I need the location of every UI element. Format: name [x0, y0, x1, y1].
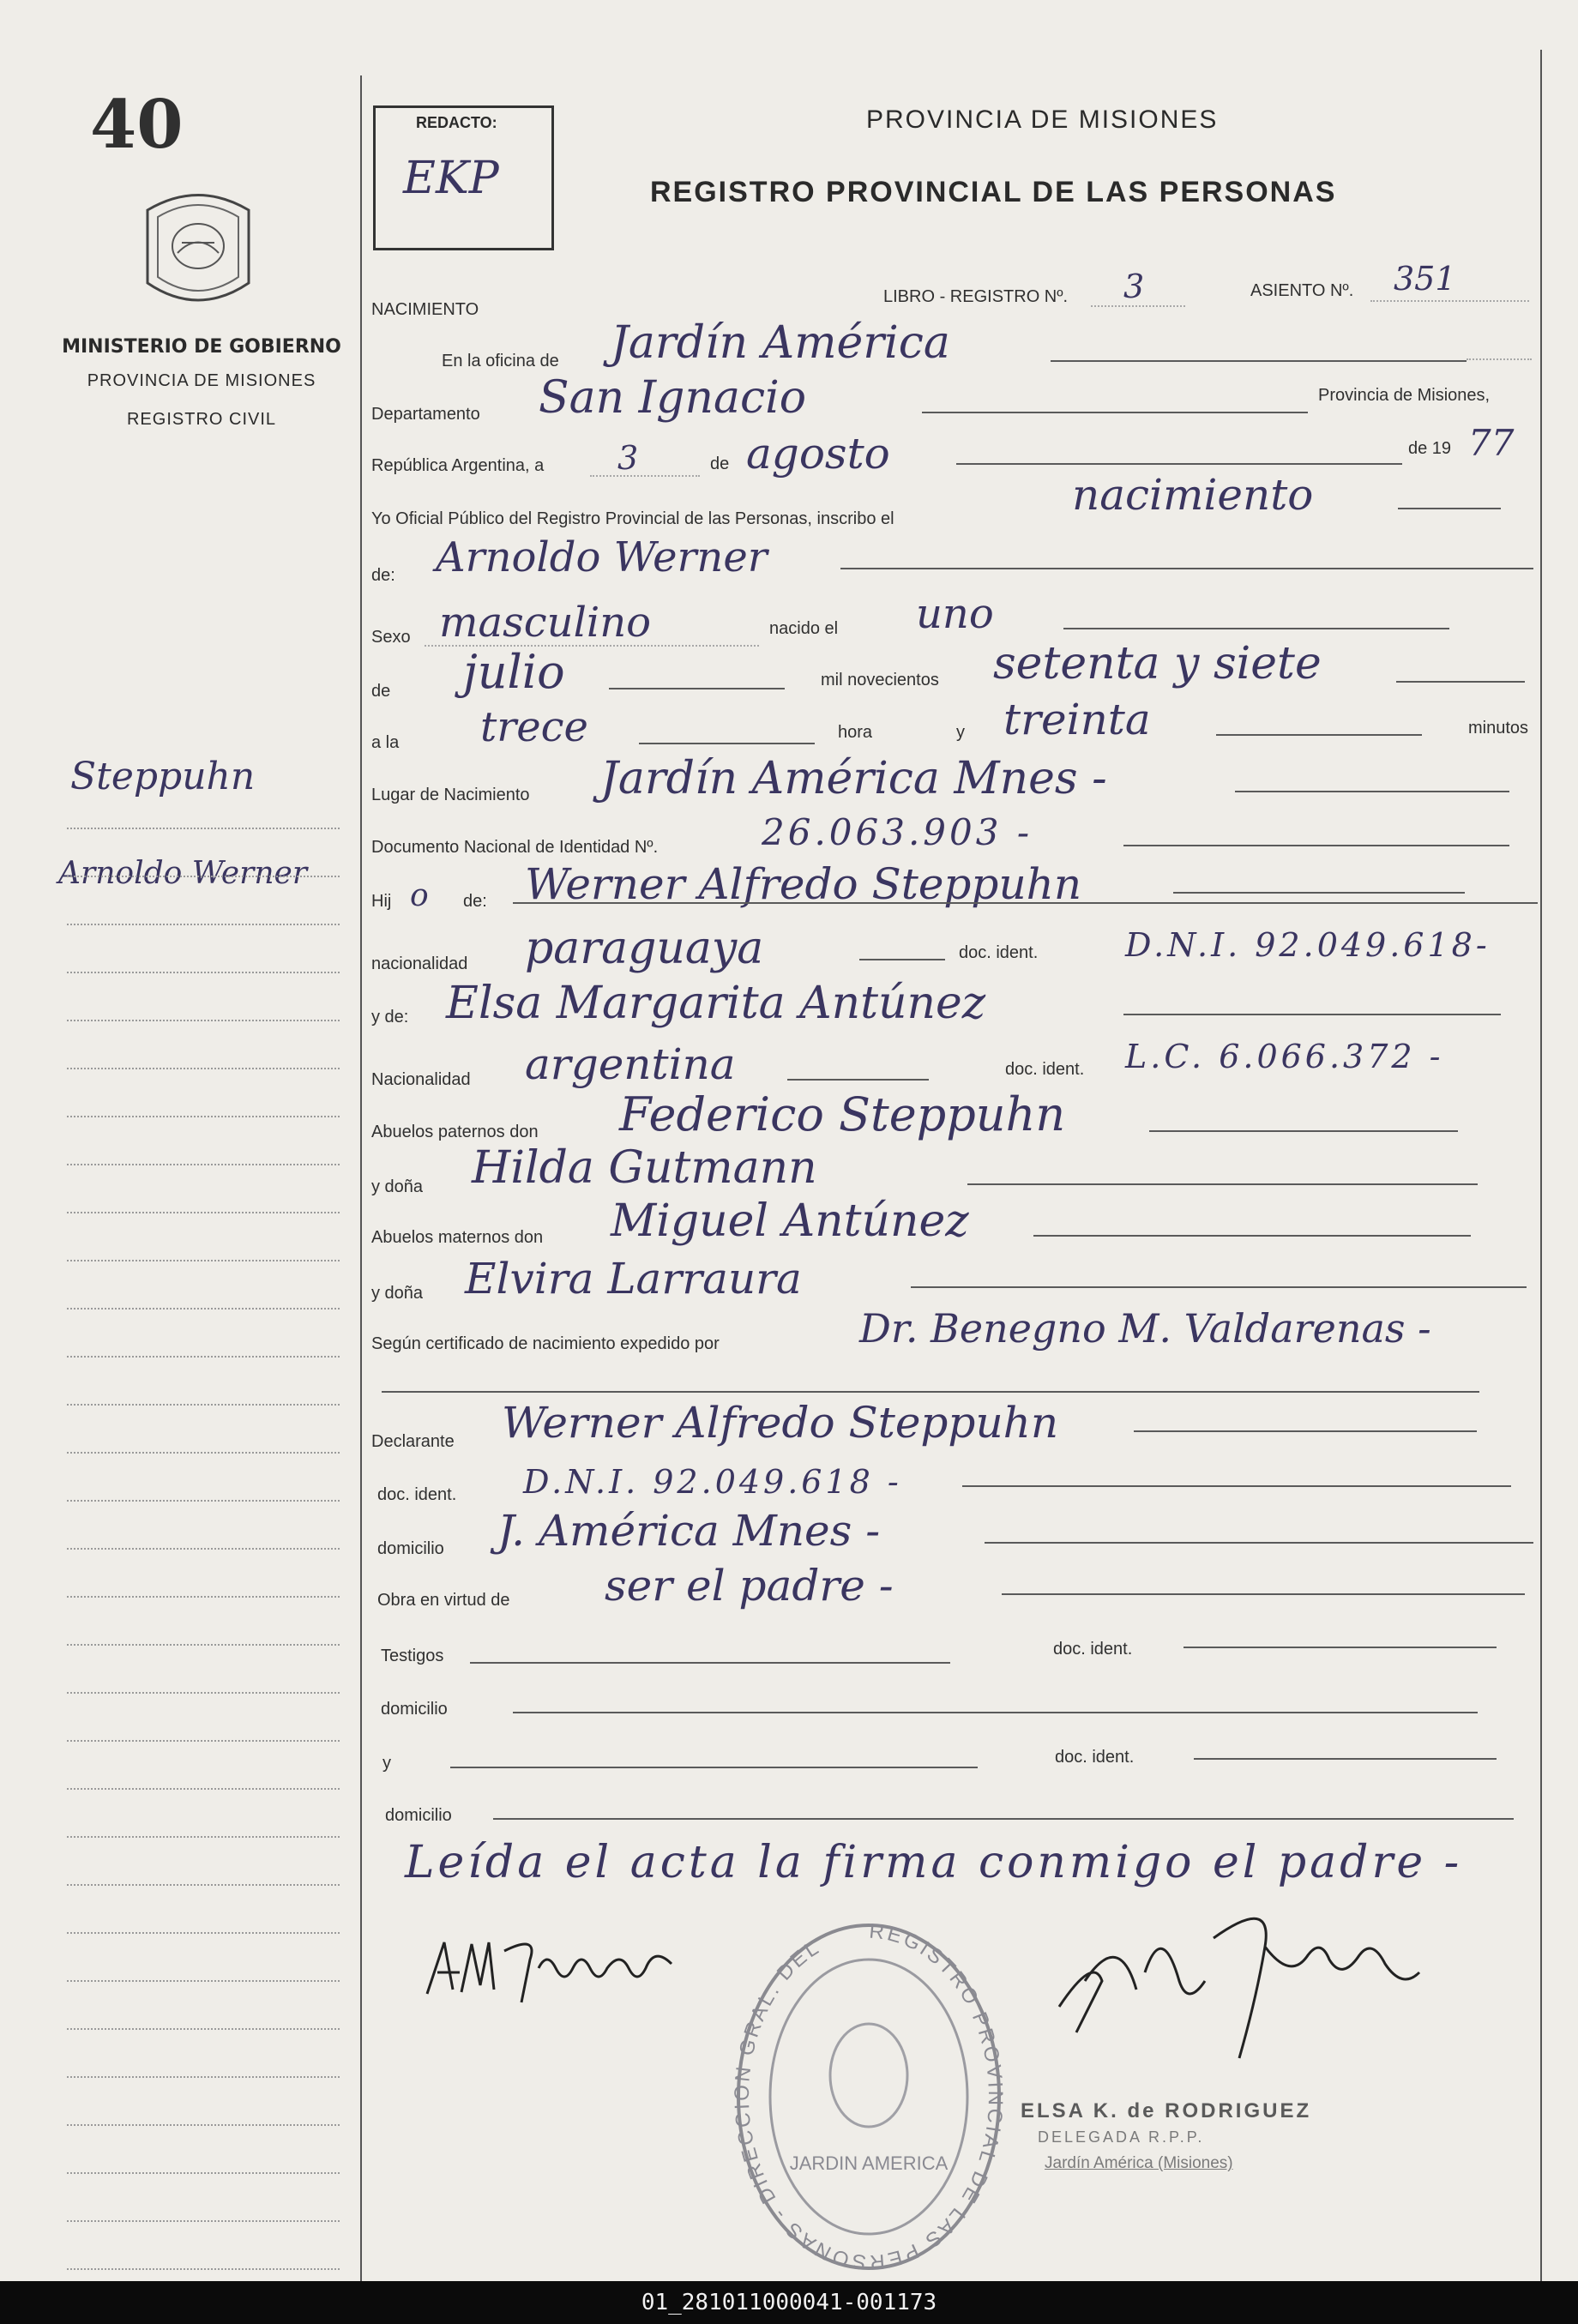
margin-ruled-line: [67, 924, 340, 925]
nacionalidad-madre-label: Nacionalidad: [371, 1070, 471, 1089]
abuelos-paternos-label: Abuelos paternos don: [371, 1123, 539, 1141]
mil-novecientos-label: mil novecientos: [821, 671, 939, 689]
fecha-anio-value: 77: [1468, 422, 1515, 464]
declarante-doc-value: D.N.I. 92.049.618 -: [523, 1463, 902, 1501]
de-colon-label: de:: [371, 566, 395, 585]
padre-value: Werner Alfredo Steppuhn: [525, 859, 1082, 909]
form-rule-line: [956, 463, 1402, 465]
ministry-label: MINISTERIO DE GOBIERNO: [62, 336, 341, 358]
de-label: de: [710, 455, 730, 473]
minutos-value: treinta: [1003, 695, 1151, 744]
form-rule-line: [1051, 360, 1467, 362]
form-rule-line: [1173, 892, 1465, 894]
provincia-misiones-label: Provincia de Misiones,: [1318, 386, 1491, 405]
declarante-label: Declarante: [371, 1432, 455, 1451]
hora-value: trece: [480, 703, 588, 751]
margin-ruled-line: [67, 1884, 340, 1886]
svg-text:REGISTRO PROVINCIAL DE LAS PER: [731, 1920, 1007, 2274]
domicilio-testigo2-label: domicilio: [385, 1806, 452, 1825]
form-rule-line: [1123, 845, 1509, 846]
margin-given-names: Arnoldo Werner: [58, 856, 308, 891]
nacionalidad-value: paraguaya: [525, 923, 764, 974]
form-rule-line: [962, 1485, 1511, 1487]
margin-ruled-line: [67, 1116, 340, 1117]
margin-ruled-line: [67, 1692, 340, 1694]
form-rule-line: [1194, 1758, 1497, 1760]
redacto-value: EKP: [403, 153, 499, 204]
nombre-value: Arnoldo Werner: [436, 533, 768, 581]
margin-ruled-line: [67, 2172, 340, 2174]
y-dona-materna-label: y doña: [371, 1284, 424, 1303]
nacionalidad-label: nacionalidad: [371, 954, 468, 973]
form-rule-line: [911, 1286, 1527, 1288]
y-de-label: y de:: [371, 1008, 409, 1027]
margin-ruled-line: [67, 2220, 340, 2222]
nacionalidad-madre-value: argentina: [525, 1039, 736, 1089]
hora-label: hora: [838, 723, 873, 742]
domicilio-label: domicilio: [377, 1539, 444, 1558]
obra-label: Obra en virtud de: [377, 1591, 510, 1610]
doc-ident-madre-label: doc. ident.: [1005, 1060, 1085, 1079]
right-border-line: [1540, 50, 1542, 2281]
margin-ruled-line: [67, 1500, 340, 1502]
left-border-line: [360, 75, 362, 2281]
official-signature: [1042, 1895, 1445, 2067]
form-rule-line: [1033, 1235, 1471, 1237]
margin-ruled-line: [67, 1596, 340, 1598]
testigos-label: Testigos: [381, 1647, 444, 1665]
margin-ruled-line: [67, 1068, 340, 1069]
margin-ruled-line: [67, 1260, 340, 1261]
province-label: PROVINCIA DE MISIONES: [87, 371, 316, 390]
obra-value: ser el padre -: [605, 1561, 894, 1611]
form-rule-line: [450, 1767, 978, 1768]
margin-ruled-line: [67, 828, 340, 829]
dni-label: Documento Nacional de Identidad Nº.: [371, 838, 659, 857]
form-rule-line: [859, 959, 945, 960]
a-la-label: a la: [371, 733, 400, 752]
abuelo-materno-value: Miguel Antúnez: [611, 1195, 969, 1247]
margin-ruled-line: [67, 1212, 340, 1213]
form-rule-line: [1123, 1014, 1501, 1015]
nacido-value: uno: [916, 590, 994, 638]
republica-label: República Argentina, a: [371, 456, 545, 475]
de2-label: de: [371, 682, 391, 701]
form-rule-line: [1002, 1593, 1525, 1595]
abuelos-maternos-label: Abuelos maternos don: [371, 1228, 544, 1247]
page-title: REGISTRO PROVINCIAL DE LAS PERSONAS: [650, 176, 1337, 208]
form-rule-line: [1235, 791, 1509, 792]
margin-ruled-line: [67, 1308, 340, 1310]
form-rule-line: [1370, 300, 1529, 302]
province-seal-icon: [139, 184, 257, 313]
margin-surname: Steppuhn: [70, 755, 256, 798]
form-rule-line: [922, 412, 1308, 413]
form-rule-line: [1184, 1647, 1497, 1648]
form-rule-line: [985, 1542, 1533, 1544]
asiento-label: ASIENTO Nº.: [1250, 281, 1354, 300]
margin-ruled-line: [67, 1404, 340, 1406]
margin-ruled-line: [67, 1836, 340, 1838]
lugar-label: Lugar de Nacimiento: [371, 786, 530, 804]
y-testigo-label: y: [382, 1754, 391, 1773]
certificado-label: Según certificado de nacimiento expedido por: [371, 1334, 720, 1353]
margin-ruled-line: [67, 1644, 340, 1646]
fecha-dia-value: 3: [617, 439, 639, 477]
margin-ruled-line: [67, 2028, 340, 2030]
form-rule-line: [1467, 358, 1532, 360]
dni-value: 26.063.903 -: [762, 811, 1033, 853]
de19-label: de 19: [1408, 439, 1452, 458]
margin-ruled-line: [67, 1356, 340, 1358]
doc-ident-testigo2-label: doc. ident.: [1055, 1748, 1135, 1767]
form-rule-line: [609, 688, 785, 689]
margin-ruled-line: [67, 1452, 340, 1454]
form-rule-line: [513, 1712, 1478, 1713]
form-rule-line: [513, 902, 1538, 904]
madre-doc-value: L.C. 6.066.372 -: [1125, 1038, 1444, 1075]
form-rule-line: [1216, 734, 1422, 736]
form-rule-line: [1134, 1430, 1477, 1432]
form-rule-line: [967, 1183, 1478, 1185]
oficina-value: Jardín América: [611, 317, 950, 369]
abuela-paterna-value: Hilda Gutmann: [472, 1142, 817, 1194]
form-rule-line: [470, 1662, 950, 1664]
madre-value: Elsa Margarita Antúnez: [446, 978, 986, 1029]
oficial-label: Yo Oficial Público del Registro Provincial de las Personas, inscribo el: [371, 509, 894, 528]
margin-ruled-line: [67, 1740, 340, 1742]
padre-doc-value: D.N.I. 92.049.618-: [1125, 926, 1491, 964]
form-rule-line: [1396, 681, 1525, 683]
clerk-role: DELEGADA R.P.P.: [1038, 2128, 1205, 2146]
doc-ident-testigo-label: doc. ident.: [1053, 1640, 1133, 1659]
oficina-label: En la oficina de: [442, 352, 559, 370]
margin-ruled-line: [67, 2076, 340, 2078]
registry-rubber-stamp: [727, 1904, 1010, 2290]
stamp-center-text: JARDIN AMERICA: [789, 2152, 949, 2174]
y-label: y: [956, 723, 965, 742]
form-rule-line: [1398, 508, 1501, 509]
declarant-signature: [419, 1925, 693, 2020]
fecha-mes-value: agosto: [746, 429, 890, 479]
sexo-label: Sexo: [371, 628, 411, 647]
margin-ruled-line: [67, 1932, 340, 1934]
margin-ruled-line: [67, 1020, 340, 1021]
libro-label: LIBRO - REGISTRO Nº.: [883, 287, 1069, 306]
oficial-value: nacimiento: [1072, 470, 1314, 520]
abuelo-paterno-value: Federico Steppuhn: [619, 1087, 1066, 1141]
form-rule-line: [493, 1818, 1514, 1820]
form-rule-line: [382, 1391, 1479, 1393]
page-number: 40: [90, 86, 184, 164]
margin-ruled-line: [67, 1164, 340, 1165]
form-rule-line: [1063, 628, 1449, 629]
header-province: PROVINCIA DE MISIONES: [866, 105, 1219, 134]
y-dona-label: y doña: [371, 1177, 424, 1196]
libro-value: 3: [1123, 268, 1145, 305]
image-filename: 01_281011000041-001173: [0, 2281, 1578, 2324]
departamento-value: San Ignacio: [539, 372, 807, 424]
certificado-value: Dr. Benegno M. Valdarenas -: [859, 1305, 1431, 1352]
clerk-name: ELSA K. de RODRIGUEZ: [1021, 2099, 1312, 2122]
form-rule-line: [1149, 1130, 1458, 1132]
hijo-label: Hij: [371, 892, 392, 911]
departamento-label: Departamento: [371, 405, 480, 424]
redacto-label: REDACTO:: [416, 114, 497, 131]
hijo-de-label: de:: [463, 892, 487, 911]
margin-ruled-line: [67, 1980, 340, 1982]
hijo-suffix: o: [410, 878, 429, 913]
declarante-value: Werner Alfredo Steppuhn: [502, 1398, 1059, 1448]
abuela-materna-value: Elvira Larraura: [465, 1254, 802, 1303]
margin-ruled-line: [67, 2124, 340, 2126]
form-rule-line: [639, 743, 815, 744]
registry-label: REGISTRO CIVIL: [126, 410, 277, 429]
sexo-value: masculino: [439, 599, 652, 647]
nacido-label: nacido el: [769, 619, 839, 638]
margin-ruled-line: [67, 1788, 340, 1790]
form-rule-line: [1091, 305, 1185, 307]
form-rule-line: [590, 475, 700, 477]
domicilio-value: J. América Mnes -: [497, 1506, 881, 1556]
stamp-ring-text: REGISTRO PROVINCIAL DE LAS PERSONAS - DIRECCION GRAL. DEL: [730, 1919, 1008, 2274]
form-rule-line: [840, 568, 1533, 569]
margin-ruled-line: [67, 1548, 340, 1550]
domicilio-testigo-label: domicilio: [381, 1700, 448, 1719]
closing-statement: Leída el acta la firma conmigo el padre -: [405, 1837, 1463, 1888]
lugar-value: Jardín América Mnes -: [600, 753, 1107, 804]
margin-ruled-line: [67, 876, 340, 877]
form-rule-line: [787, 1079, 929, 1081]
doc-ident-declarante-label: doc. ident.: [377, 1485, 457, 1504]
nacimiento-label: NACIMIENTO: [371, 300, 479, 319]
margin-ruled-line: [67, 972, 340, 973]
anio-nacimiento-value: setenta y siete: [993, 638, 1322, 689]
margin-ruled-line: [67, 2268, 340, 2270]
doc-ident-label: doc. ident.: [959, 943, 1039, 962]
minutos-label: minutos: [1468, 719, 1529, 738]
asiento-value: 351: [1394, 260, 1456, 298]
mes-nacimiento-value: julio: [463, 645, 565, 699]
clerk-place: Jardín América (Misiones): [1045, 2154, 1233, 2172]
